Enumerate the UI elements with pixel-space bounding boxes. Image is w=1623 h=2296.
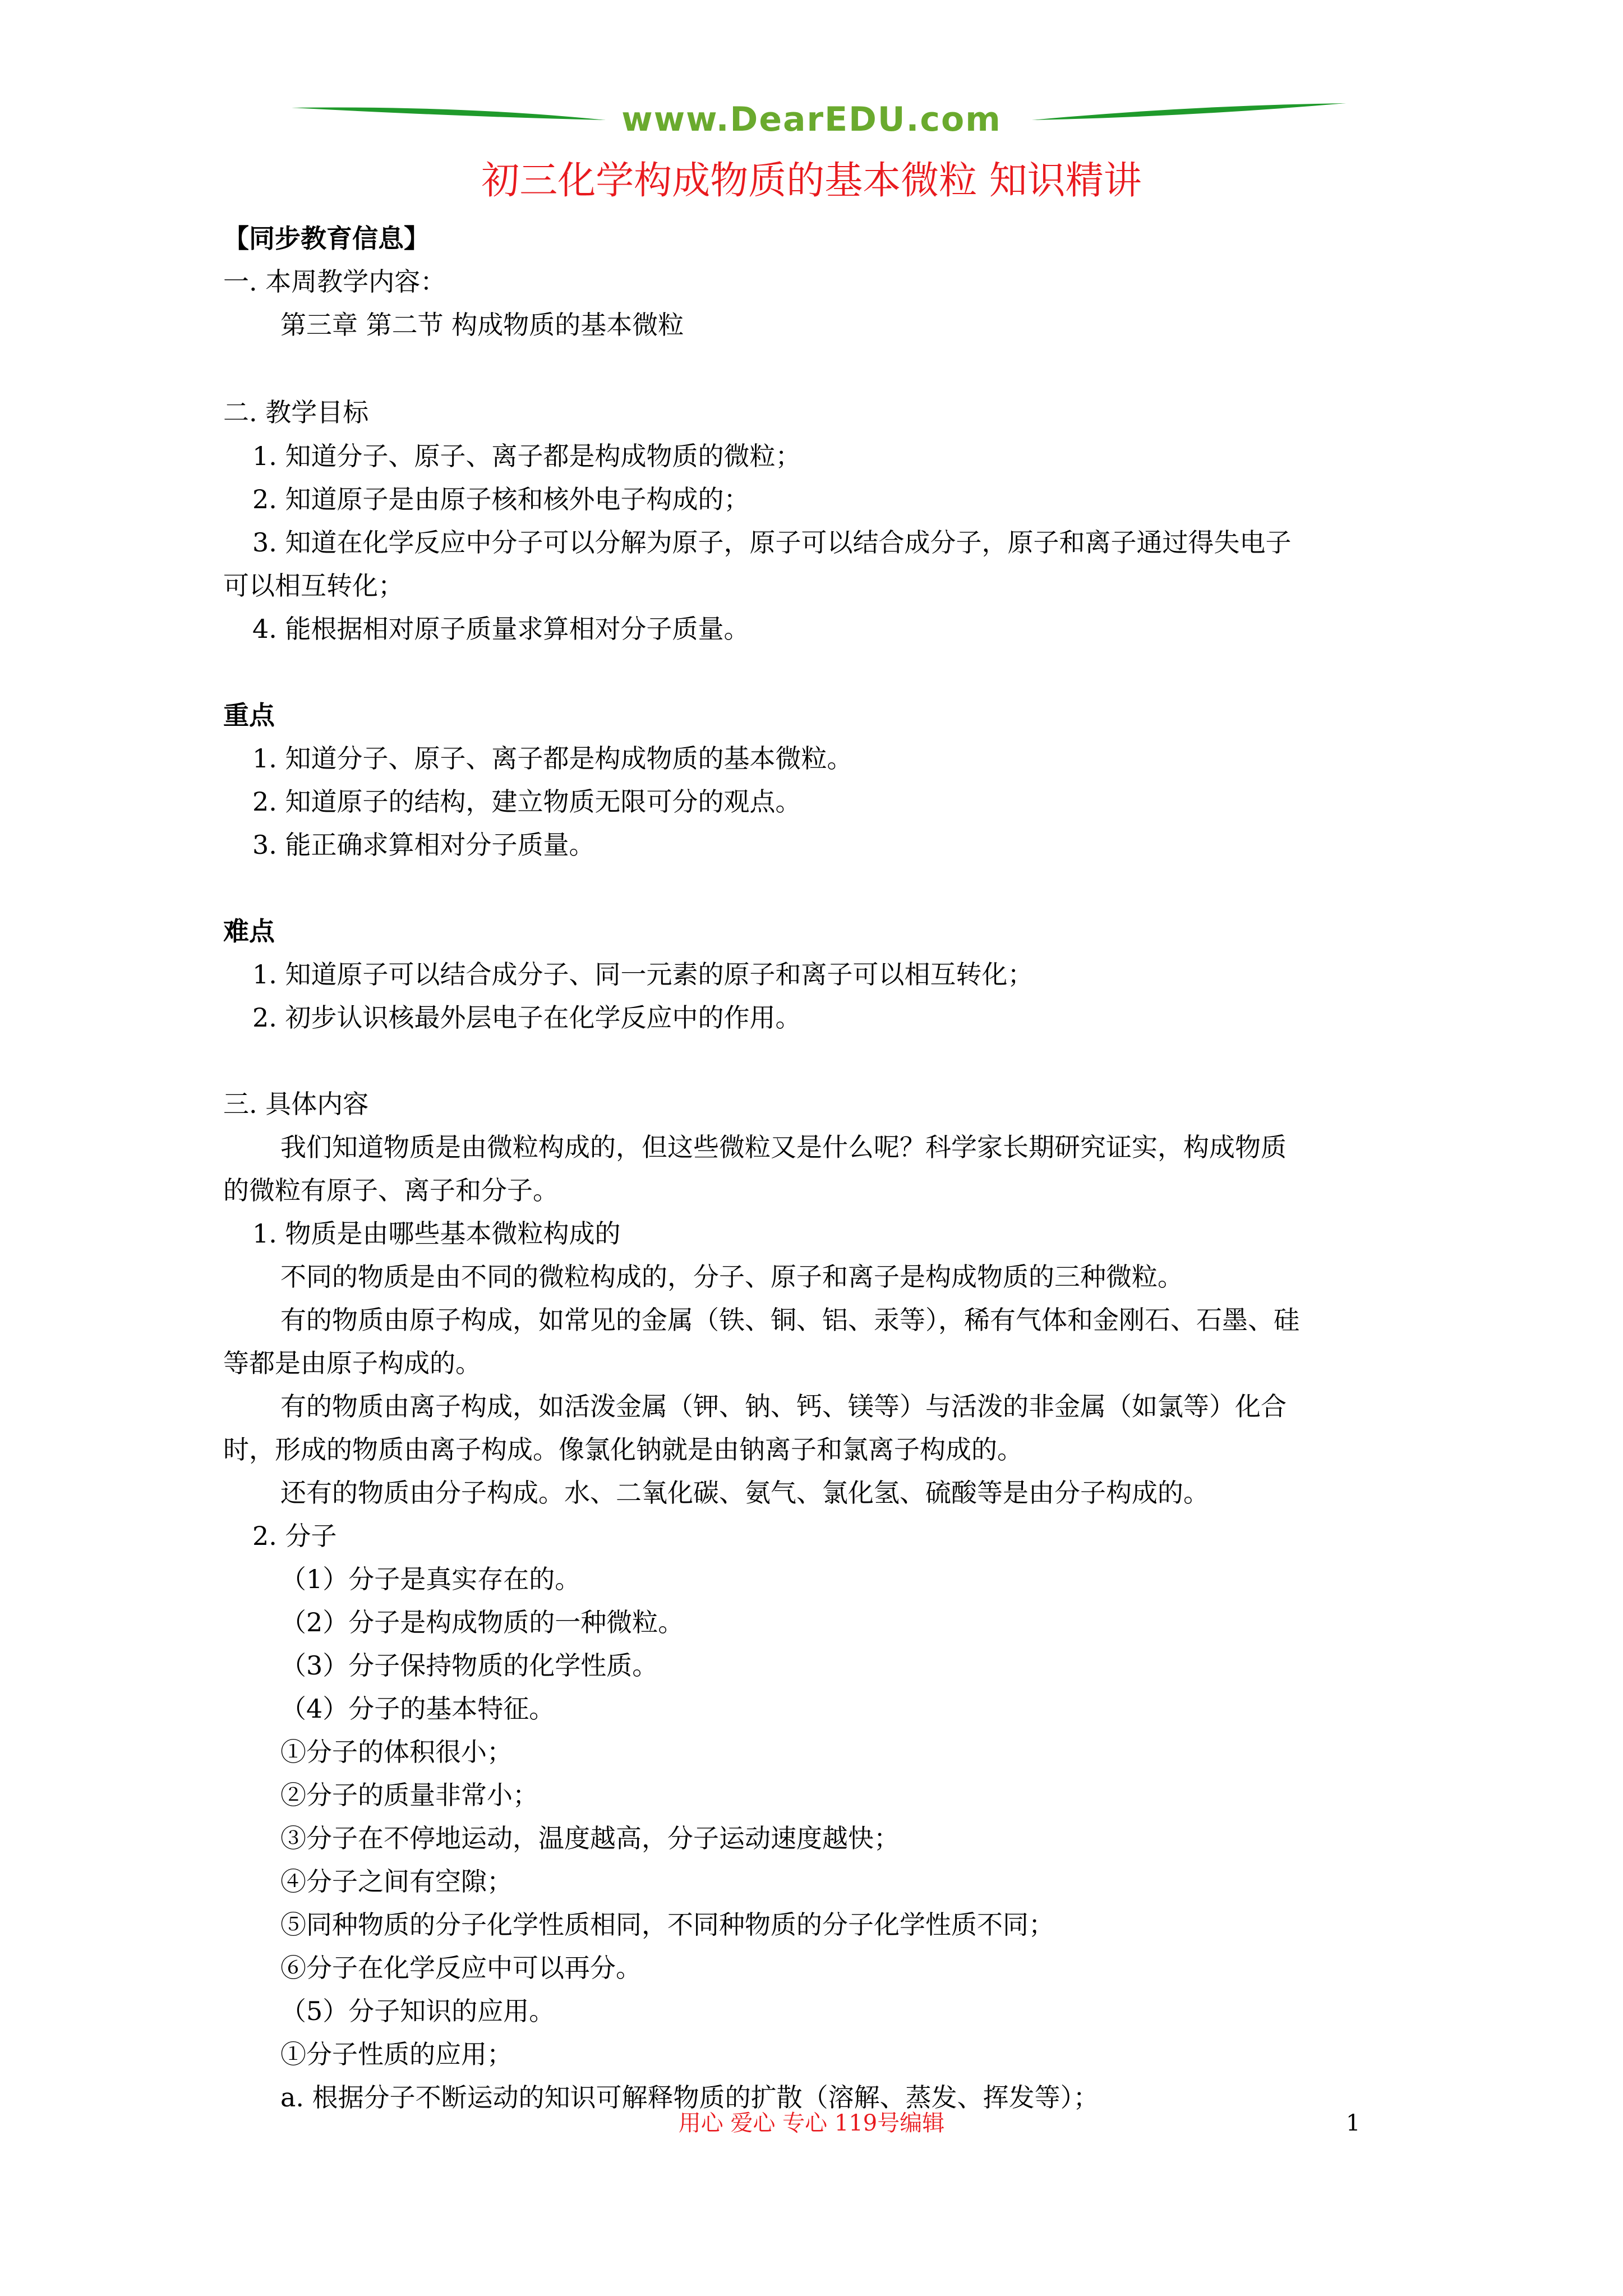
paragraph-1: 不同的物质是由不同的微粒构成的，分子、原子和离子是构成物质的三种微粒。	[280, 1262, 1183, 1292]
section-label-sync-info: 【同步教育信息】	[223, 223, 430, 254]
application-a: a. 根据分子不断运动的知识可解释物质的扩散（溶解、蒸发、挥发等）；	[280, 2082, 1099, 2113]
molecule-point-4: （4）分子的基本特征。	[280, 1694, 555, 1724]
key-point-3: 3. 能正确求算相对分子质量。	[252, 830, 595, 860]
difficulties-heading: 难点	[223, 916, 275, 946]
feature-6: ⑥分子在化学反应中可以再分。	[280, 1953, 642, 1983]
subheading-1: 1. 物质是由哪些基本微粒构成的	[252, 1218, 621, 1249]
paragraph-intro-cont: 的微粒有原子、离子和分子。	[223, 1175, 559, 1205]
feature-4: ④分子之间有空隙；	[280, 1866, 513, 1897]
section-heading-1: 一. 本周教学内容：	[223, 266, 446, 297]
feature-2: ②分子的质量非常小；	[280, 1780, 538, 1810]
feature-1: ①分子的体积很小；	[280, 1737, 513, 1767]
application-1: ①分子性质的应用；	[280, 2039, 513, 2069]
subheading-2: 2. 分子	[252, 1521, 337, 1551]
paragraph-3: 有的物质由离子构成，如活泼金属（钾、钠、钙、镁等）与活泼的非金属（如氯等）化合	[280, 1391, 1287, 1421]
chapter-line: 第三章 第二节 构成物质的基本微粒	[280, 310, 684, 340]
objective-3: 3. 知道在化学反应中分子可以分解为原子，原子可以结合成分子，原子和离子通过得失电子	[252, 527, 1292, 558]
key-point-2: 2. 知道原子的结构，建立物质无限可分的观点。	[252, 786, 801, 817]
objective-2: 2. 知道原子是由原子核和核外电子构成的；	[252, 484, 750, 514]
section-heading-2: 二. 教学目标	[223, 397, 369, 427]
key-points-heading: 重点	[223, 700, 275, 730]
paragraph-4: 还有的物质由分子构成。水、二氧化碳、氨气、氯化氢、硫酸等是由分子构成的。	[280, 1478, 1209, 1508]
paragraph-intro: 我们知道物质是由微粒构成的，但这些微粒又是什么呢？科学家长期研究证实，构成物质	[280, 1132, 1287, 1162]
section-heading-3: 三. 具体内容	[223, 1089, 369, 1119]
objective-4: 4. 能根据相对原子质量求算相对分子质量。	[252, 614, 750, 644]
paragraph-2: 有的物质由原子构成，如常见的金属（铁、铜、铝、汞等），稀有气体和金刚石、石墨、硅	[280, 1305, 1299, 1335]
difficulty-2: 2. 初步认识核最外层电子在化学反应中的作用。	[252, 1002, 801, 1033]
molecule-point-5: （5）分子知识的应用。	[280, 1996, 555, 2026]
feature-3: ③分子在不停地运动，温度越高，分子运动速度越快；	[280, 1823, 900, 1853]
objective-1: 1. 知道分子、原子、离子都是构成物质的微粒；	[252, 441, 801, 471]
difficulty-1: 1. 知道原子可以结合成分子、同一元素的原子和离子可以相互转化；	[252, 959, 1034, 990]
molecule-point-3: （3）分子保持物质的化学性质。	[280, 1650, 658, 1681]
paragraph-2-cont: 等都是由原子构成的。	[223, 1348, 481, 1378]
objective-3-cont: 可以相互转化；	[223, 570, 404, 601]
page-number: 1	[1346, 2110, 1361, 2136]
paragraph-3-cont: 时，形成的物质由离子构成。像氯化钠就是由钠离子和氯离子构成的。	[223, 1434, 1023, 1465]
footer-editor: 用心 爱心 专心 119号编辑	[678, 2110, 945, 2136]
feature-5: ⑤同种物质的分子化学性质相同，不同种物质的分子化学性质不同；	[280, 1910, 1054, 1940]
molecule-point-1: （1）分子是真实存在的。	[280, 1564, 581, 1594]
document-title: 初三化学构成物质的基本微粒 知识精讲	[481, 159, 1142, 203]
molecule-point-2: （2）分子是构成物质的一种微粒。	[280, 1607, 684, 1637]
key-point-1: 1. 知道分子、原子、离子都是构成物质的基本微粒。	[252, 743, 853, 774]
site-url: www.DearEDU.com	[621, 100, 1002, 139]
